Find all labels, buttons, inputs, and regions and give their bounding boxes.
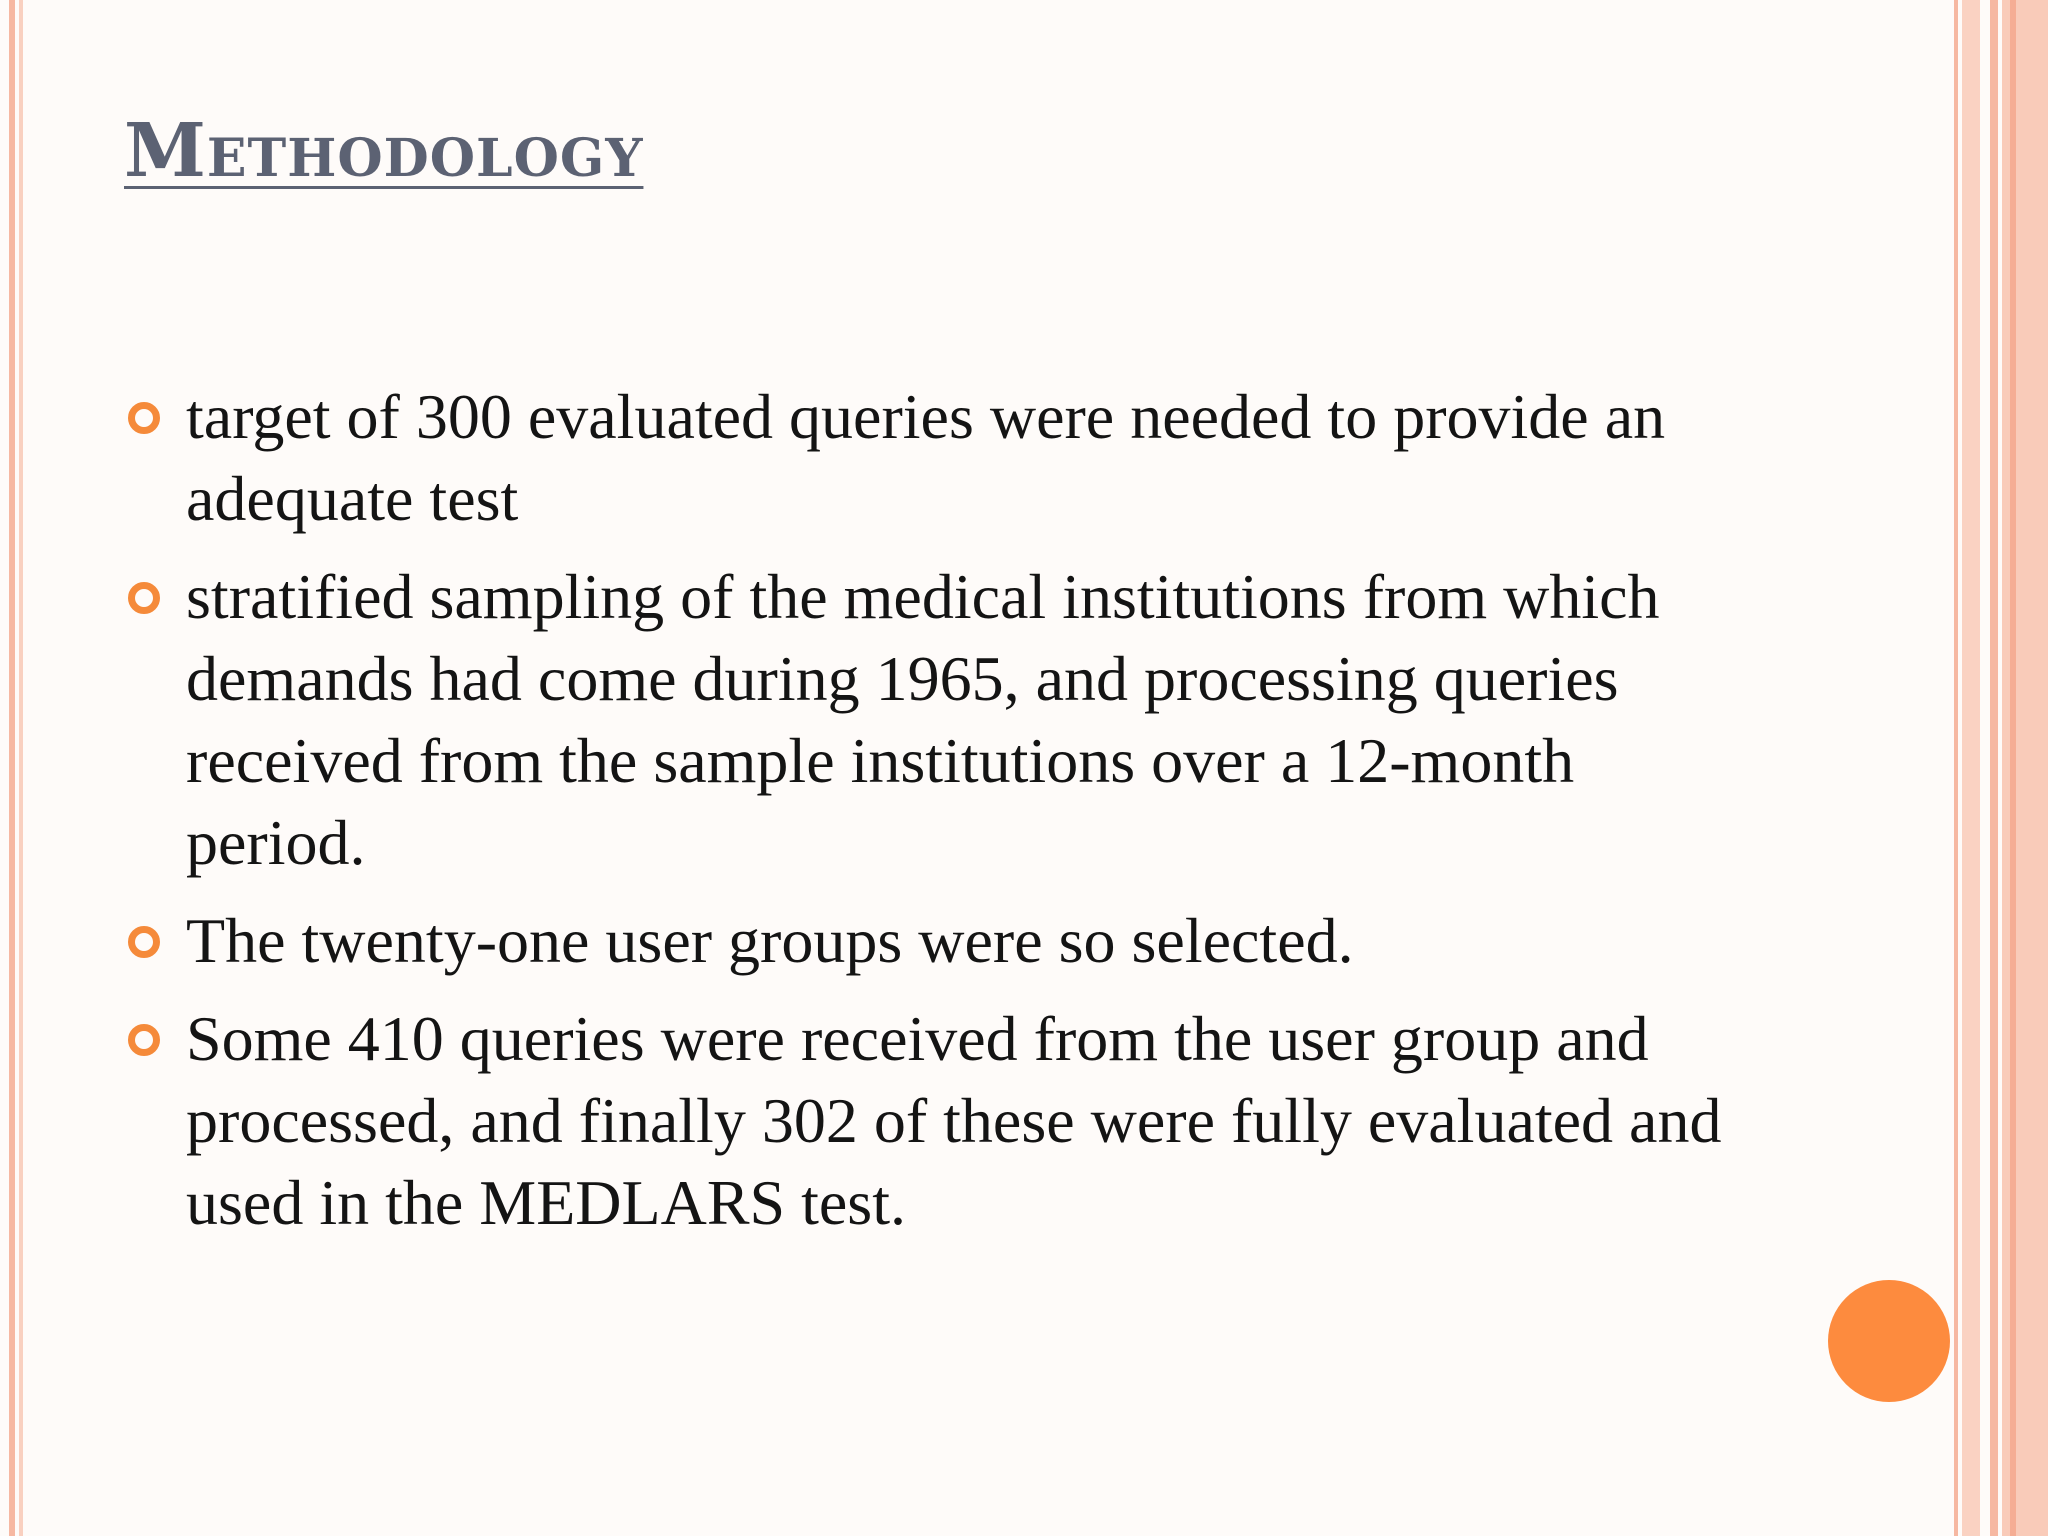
hollow-circle-bullet-icon (128, 926, 160, 958)
left-border-line-inner (19, 0, 23, 1536)
slide-title: Methodology (124, 108, 644, 194)
right-border-stripe (1962, 0, 1980, 1536)
orange-circle-decoration (1828, 1280, 1950, 1402)
bullet-text: Some 410 queries were received from the user group and processed, and finally 302 of these were fully evaluated and used in the MEDLARS test. (186, 1003, 1722, 1238)
bullet-list (124, 376, 1764, 1260)
hollow-circle-bullet-icon (128, 582, 160, 614)
bullet-text: target of 300 evaluated queries were needed to provide an adequate test (186, 381, 1666, 534)
bullet-text: stratified sampling of the medical institutions from which demands had come during 1965, and processing queries received from the sample institutions over a 12-month period. (186, 561, 1660, 878)
bullet-text: The twenty-one user groups were so selected. (186, 905, 1354, 976)
right-border-stripe (1990, 0, 1998, 1536)
right-border-gap (1980, 0, 1990, 1536)
right-border-stripe (2010, 0, 2016, 1536)
bullet-item (124, 556, 1764, 884)
left-border-line (9, 0, 15, 1536)
bullet-item (124, 900, 1764, 982)
bullet-item (124, 998, 1764, 1244)
hollow-circle-bullet-icon (128, 402, 160, 434)
bullet-item (124, 376, 1764, 540)
hollow-circle-bullet-icon (128, 1024, 160, 1056)
right-border-stripe (1954, 0, 1958, 1536)
right-border-band (2002, 0, 2048, 1536)
